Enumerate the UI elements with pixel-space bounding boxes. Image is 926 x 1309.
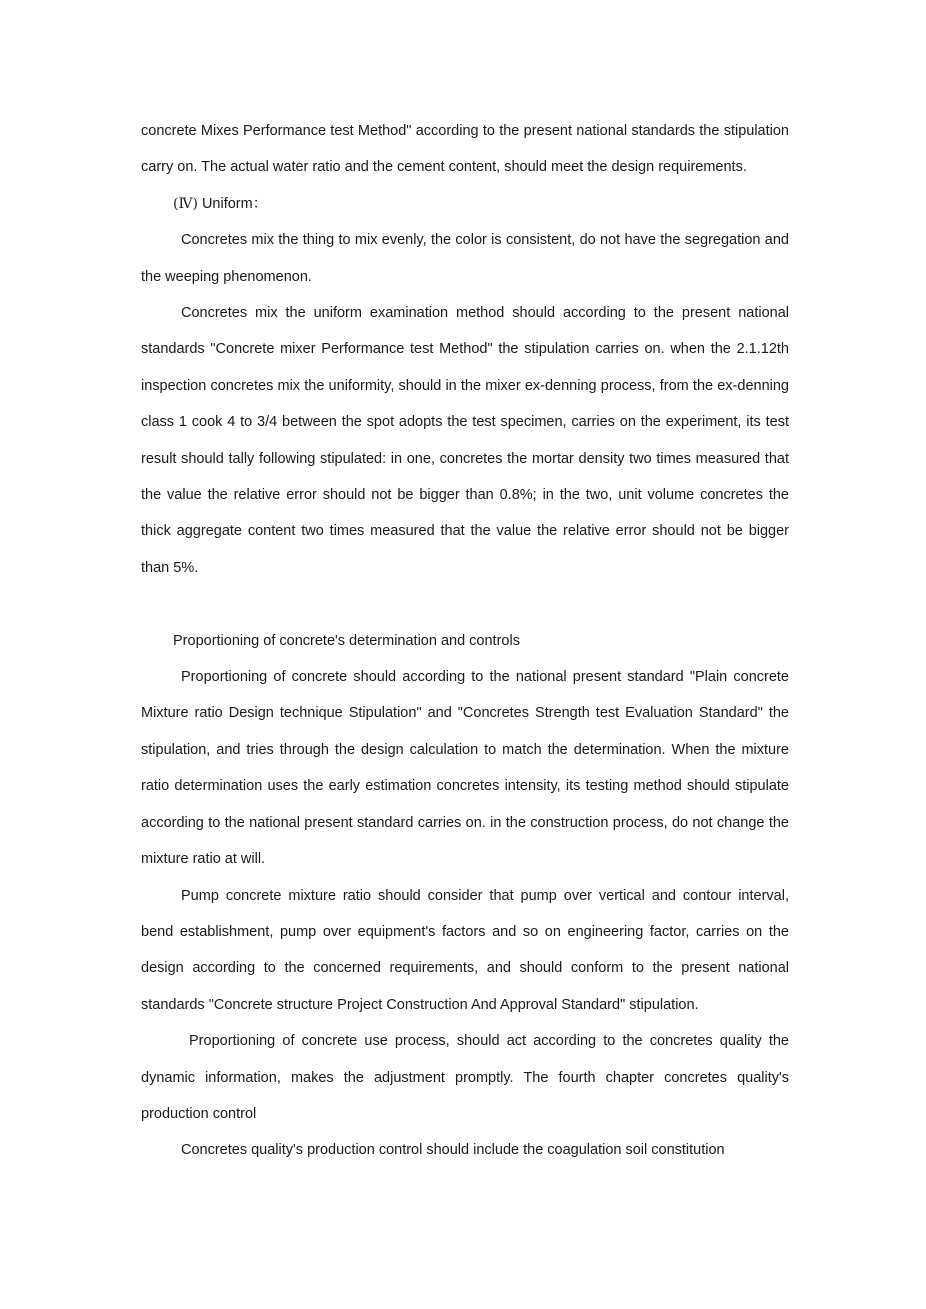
paragraph-mixes-performance: concrete Mixes Performance test Method" according to the present national standards the stipulation carry on. The actual water ratio and the cement content, should meet the design requirements. xyxy=(141,123,789,176)
paragraph-pump-concrete: Pump concrete mixture ratio should consider that pump over vertical and contour interval, bend establishment, pump over equipment's factors and so on engineering factor, carries on the design according to the concerned requirements, and should conform to the present national standards "Concrete structure Project Construction And Approval Standard" stipulation. xyxy=(141,887,789,1013)
document-page xyxy=(141,113,789,1169)
uniform-heading-label: Uniform： xyxy=(201,195,268,212)
paragraph-production-control: Concretes quality's production control should include the coagulation soil constitution xyxy=(181,1142,725,1159)
paragraph-uniform-examination: Concretes mix the uniform examination method should according to the present national standards "Concrete mixer Performance test Method" the stipulation carries on. when the 2.1.12th inspection concretes mix the uniformity, should in the mixer ex-denning process, from the ex-denning class 1 cook 4 to 3/4 between the spot adopts the test specimen, carries on the experiment, its test result should tally following stipulated: in one, concretes the mortar density two times measured that the value the relative error should not be bigger than 0.8%; in the two, unit volume concretes the thick aggregate content two times measured that the value the relative error should not be bigger than 5%. xyxy=(141,305,789,576)
section-heading-proportioning: Proportioning of concrete's determination and controls xyxy=(173,632,520,649)
paragraph-mix-evenly: Concretes mix the thing to mix evenly, the color is consistent, do not have the segregation and the weeping phenomenon. xyxy=(141,232,789,285)
blank-line xyxy=(141,586,789,622)
roman-numeral-marker: (Ⅳ) xyxy=(173,195,198,212)
uniform-heading xyxy=(141,186,789,222)
paragraph-proportioning-standard: Proportioning of concrete should according to the national present standard "Plain concrete Mixture ratio Design technique Stipulation" and "Concretes Strength test Evaluation Standard" the stipulation, and tries through the design calculation to match the determination. When the mixture ratio determination uses the early estimation concretes intensity, its testing method should stipulate according to the national present standard carries on. in the construction process, do not change the mixture ratio at will. xyxy=(141,669,789,868)
paragraph-use-process: Proportioning of concrete use process, should act according to the concretes quality the dynamic information, makes the adjustment promptly. The fourth chapter concretes quality's production control xyxy=(141,1033,789,1122)
